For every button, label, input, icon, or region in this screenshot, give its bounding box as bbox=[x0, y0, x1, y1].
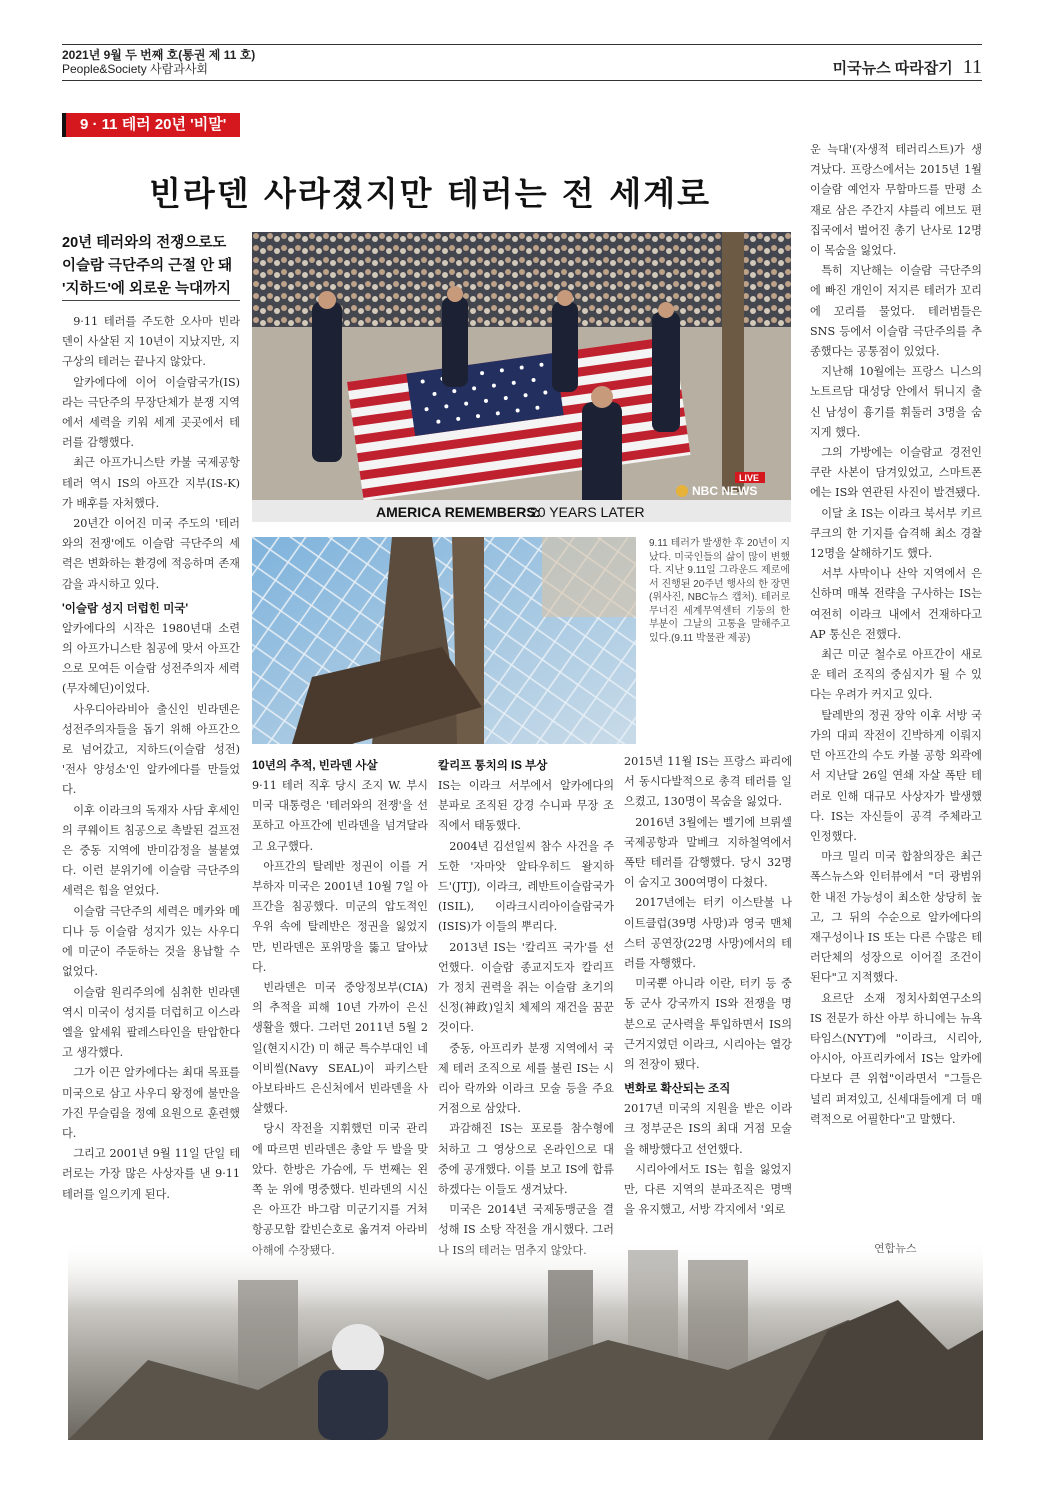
body-paragraph: 그가 이끈 알카에다는 최대 목표를 미국으로 삼고 사우디 왕정에 불만을 가진 무슬림을 정예 요원으로 훈련했다. bbox=[62, 1066, 240, 1140]
photo-wtc-remnant bbox=[252, 537, 636, 744]
issue-line: 2021년 9월 두 번째 호(통권 제 11 호) bbox=[62, 48, 256, 62]
deck-line: 20년 테러와의 전쟁으로도 bbox=[62, 235, 227, 251]
subheading: '이슬람 성지 더럽힌 미국' bbox=[62, 602, 189, 615]
body-paragraph: 알카에다의 시작은 1980년대 소련의 아프가니스탄 침공에 맞서 아프간으로 모여든 이슬람 성전주의자 세력(무자헤딘)이었다. bbox=[62, 621, 240, 696]
body-paragraph: 2016년 3월에는 벨기에 브뤼셀 국제공항과 말베크 지하철역에서 폭탄 테러를 감행했다. 당시 32명이 숨지고 300여명이 다쳤다. bbox=[624, 815, 792, 890]
body-paragraph: 2017년 미국의 지원을 받은 이라크 정부군은 IS의 최대 거점 모술을 해방했다고 선언했다. bbox=[624, 1102, 792, 1156]
section-header bbox=[833, 56, 982, 79]
byline: 연합뉴스 bbox=[874, 1243, 917, 1255]
headline: 빈라덴 사라졌지만 테러는 전 세계로 bbox=[148, 174, 712, 213]
body-paragraph: IS는 이라크 서부에서 알카에다의 분파로 조직된 강경 수니파 무장 조직에서 태동했다. bbox=[438, 779, 614, 833]
page-number: 11 bbox=[962, 56, 982, 78]
body-paragraph: 빈라덴은 미국 중앙정보부(CIA)의 추적을 피해 10년 가까이 은신 생활을 했다. 그러던 2011년 5월 2일(현지시간) 미 해군 특수부대인 네이비씰(Navy SEAL)이 파키스탄 아보타바드 은신처에서 빈라덴을 사살했다. bbox=[252, 981, 428, 1116]
body-paragraph: 당시 작전을 지휘했던 미국 관리에 따르면 빈라덴은 총알 두 발을 맞았다. 한방은 가슴에, 두 번째는 왼쪽 눈 위에 명중했다. 빈라덴의 시신은 아프간 바그람 미군기지를 거쳐 항공모함 칼빈슨호로 옮겨져 아라비 bbox=[252, 1122, 428, 1237]
body-paragraph: 이달 초 IS는 이라크 북서부 키르쿠크의 한 기지를 습격해 최소 경찰 12명을 살해하기도 했다. bbox=[810, 506, 982, 561]
publication-name: People&Society 사람과사회 bbox=[62, 62, 209, 76]
deck-rule bbox=[62, 300, 240, 301]
body-paragraph: 시리아에서도 IS는 힘을 잃었지만, 다른 지역의 분파조직은 명맥을 유지했고, 서방 각지에서 '외로 bbox=[624, 1162, 792, 1217]
body-paragraph: 그의 가방에는 이슬람교 경전인 쿠란 사본이 담겨있었고, 스마트폰에는 IS와 연관된 사진이 발견됐다. bbox=[810, 446, 982, 500]
header-bottom-rule bbox=[62, 80, 982, 81]
body-paragraph: 미국뿐 아니라 이란, 터키 등 중동 군사 강국까지 IS와 전쟁을 명분으로 군사력을 투입하면서 IS의 근거지였던 이라크, 시리아는 열강의 전장이 됐다. bbox=[624, 977, 792, 1072]
body-paragraph: 2017년에는 터키 이스탄불 나이트클럽(39명 사망)과 영국 맨체스터 공연장(22명 사망)에서의 테러를 자행했다. bbox=[624, 896, 792, 971]
body-paragraph: 과감해진 IS는 포로를 참수형에 처하고 그 영상으로 온라인으로 대중에 공개했다. 이를 보고 IS에 합류하겠다는 이들도 생겨났다. bbox=[438, 1122, 614, 1197]
body-paragraph: 이슬람 극단주의 세력은 메카와 메디나 등 이슬람 성지가 있는 사우디에 미군이 주둔하는 것을 용납할 수 없었다. bbox=[62, 904, 240, 979]
subheading: 칼리프 통치의 IS 부상 bbox=[438, 760, 548, 772]
body-paragraph: 2015년 11월 IS는 프랑스 파리에서 동시다발적으로 총격 테러를 일으켰고, 130명이 목숨을 잃었다. bbox=[624, 755, 792, 809]
peacock-icon bbox=[676, 485, 688, 497]
body-paragraph: 2004년 김선일씨 참수 사건을 주도한 '자마앗 알타우히드 왈지하드'(JTJ), 이라크, 레반트이슬람국가(ISIL), 이라크시리아이슬람국가(ISIS)가 이들의 뿌리다. bbox=[438, 839, 614, 934]
subheading: 10년의 추적, 빈라덴 사살 bbox=[252, 760, 378, 772]
live-badge: LIVE bbox=[739, 473, 760, 483]
body-paragraph: 이슬람 원리주의에 심취한 빈라덴 역시 미국이 성지를 더럽히고 이스라엘을 앞세워 팔레스타인을 탄압한다고 생각했다. bbox=[62, 985, 240, 1060]
article-column-4 bbox=[624, 752, 792, 1220]
firefighter-helmet bbox=[332, 1324, 384, 1376]
photo1-banner: AMERICA REMEMBERS: bbox=[376, 504, 541, 520]
photo-flag-ceremony bbox=[252, 232, 791, 522]
body-paragraph: 서부 사막이나 산악 지역에서 은신하며 매복 전략을 구사하는 IS는 여전히 이라크 내에서 건재하다고 AP 통신은 전했다. bbox=[810, 567, 982, 641]
body-paragraph: 최근 아프가니스탄 카불 국제공항 테러 역시 IS의 아프간 지부(IS-K)가 배후를 자처했다. bbox=[62, 456, 240, 510]
article-column-2 bbox=[252, 752, 428, 1261]
body-paragraph: 중동, 아프리카 분쟁 지역에서 국제 테러 조직으로 세를 불린 IS는 시리아 락까와 이라크 모술 등을 주요 거점으로 삼았다. bbox=[438, 1041, 614, 1116]
body-paragraph: 20년간 이어진 미국 주도의 '테러와의 전쟁'에도 이슬람 극단주의 세력은 변화하는 환경에 적응하며 존재감을 과시하고 있다. bbox=[62, 517, 240, 591]
body-paragraph: 미국은 2014년 국제동맹군을 결성해 IS 소탕 작전을 개시했다. 그러 bbox=[438, 1203, 614, 1237]
body-paragraph: 9·11 테러 직후 당시 조지 W. 부시 미국 대통령은 '테러와의 전쟁'을 선포하고 아프간에 빈라덴을 넘겨달라고 요구했다. bbox=[252, 779, 428, 853]
body-paragraph: 요르단 소재 정치사회연구소의 IS 전문가 하산 아부 하니에는 뉴욕타임스(NYT)에 "이라크, 시리아, 아시아, 아프리카에서 IS는 알카에다보다 큰 위협"이라면서 "그들은 널리 퍼져있고, 신세대들에게 더 매력적으로 어필한다"고 말했다. bbox=[810, 991, 982, 1126]
section-title: 미국뉴스 따라잡기 bbox=[832, 60, 953, 77]
body-paragraph: 이후 이라크의 독재자 사담 후세인의 쿠웨이트 침공으로 촉발된 걸프전은 중동 지역에 반미감정을 불붙였다. 이런 분위기에 이슬람 극단주의 세력은 힘을 얻었다. bbox=[62, 803, 240, 898]
body-paragraph: 탈레반의 정권 장악 이후 서방 국가의 대피 작전이 긴박하게 이뤄지던 아프간의 수도 카불 공항 외곽에서 지난달 26일 연쇄 자살 폭탄 테러로 인해 대규모 사상자가 발생했다. IS는 자신들이 공격 주체라고 인정했다. bbox=[810, 708, 982, 843]
deck bbox=[62, 232, 240, 301]
subheading: 변화로 확산되는 조직 bbox=[624, 1083, 731, 1096]
deck-line: 이슬람 극단주의 근절 안 돼 bbox=[62, 258, 233, 274]
article-column-1 bbox=[62, 312, 240, 1205]
body-paragraph: 지난해 10월에는 프랑스 니스의 노트르담 대성당 안에서 튀니지 출신 남성이 흉기를 휘둘러 3명을 숨지게 했다. bbox=[810, 365, 982, 439]
body-paragraph: 최근 미군 철수로 아프간이 새로운 테러 조직의 중심지가 될 수 있다는 우려가 커지고 있다. bbox=[810, 648, 982, 702]
header-top-rule bbox=[62, 44, 982, 45]
nbc-logo-text: NBC NEWS bbox=[692, 484, 758, 498]
body-paragraph: 운 늑대'(자생적 테러리스트)가 생겨났다. 프랑스에서는 2015년 1월 이슬람 예언자 무함마드를 만평 소재로 삼은 주간지 샤를리 에브도 편집국에서 벌어진 총기 난사로 12명이 목숨을 잃었다. bbox=[810, 143, 982, 258]
body-paragraph: 사우디아라비아 출신인 빈라덴은 성전주의자들을 돕기 위해 아프간으로 넘어갔고, 지하드(이슬람 성전) '전사 양성소'인 알카에다를 만들었다. bbox=[62, 702, 240, 797]
body-paragraph: 특히 지난해는 이슬람 극단주의에 빠진 개인이 저지른 테러가 꼬리에 꼬리를 물었다. 테러범들은 SNS 등에서 이슬람 극단주의를 추종했다는 공통점이 있었다. bbox=[810, 264, 982, 359]
deck-line: '지하드'에 외로운 늑대까지 bbox=[62, 281, 232, 297]
photo1-banner-tail: 20 YEARS LATER bbox=[530, 504, 645, 520]
article-column-5 bbox=[810, 140, 982, 1130]
masthead bbox=[62, 48, 255, 76]
body-paragraph: 마크 밀리 미국 합참의장은 최근 폭스뉴스와 인터뷰에서 "더 광범위한 내전 가능성이 최소한 상당히 높고, 그 뒤의 수순으로 알카에다의 재구성이나 IS 또는 다른 수많은 테러단체의 성장으로 이어질 조건이 된다"고 지적했다. bbox=[810, 850, 982, 985]
photo-caption: 9.11 테러가 발생한 후 20년이 지났다. 미국인들의 삶이 많이 변했다. 지난 9.11일 그라운드 제로에서 진행된 20주년 행사의 한 장면(위사진, NBC뉴스 캡처). 테러로 무너진 세계무역센터 기둥의 한 부분이 그날의 고통을 말해주고 있다.(9.11 박물관 제공) bbox=[649, 538, 790, 644]
article-column-3 bbox=[438, 752, 614, 1261]
body-paragraph: 9·11 테러를 주도한 오사마 빈라덴이 사살된 지 10년이 지났지만, 지구상의 테러는 끝나지 않았다. bbox=[62, 315, 240, 369]
body-paragraph: 알카에다에 이어 이슬람국가(IS)라는 극단주의 무장단체가 분쟁 지역에서 세력을 키워 세계 곳곳에서 테러를 감행했다. bbox=[62, 375, 240, 450]
series-badge: 9 · 11 테러 20년 '비말' bbox=[66, 113, 240, 137]
body-paragraph: 아프간의 탈레반 정권이 이를 거부하자 미국은 2001년 10월 7일 아프간을 침공했다. 미군의 압도적인 우위 속에 탈레반은 정권을 잃었지만, 빈라덴은 포위망을 뚫고 달아났다. bbox=[252, 859, 428, 974]
body-paragraph: 2013년 IS는 '칼리프 국가'를 선언했다. 이슬람 종교지도자 칼리프가 정치 권력을 쥐는 이슬람 초기의 신정(神政)일치 체제의 재건을 꿈꾼 것이다. bbox=[438, 940, 614, 1035]
photo-ground-zero bbox=[68, 1240, 983, 1440]
body-paragraph: 그리고 2001년 9월 11일 단일 테러로는 가장 많은 사상자를 낸 9·11 테러를 일으키게 된다. bbox=[62, 1147, 240, 1201]
